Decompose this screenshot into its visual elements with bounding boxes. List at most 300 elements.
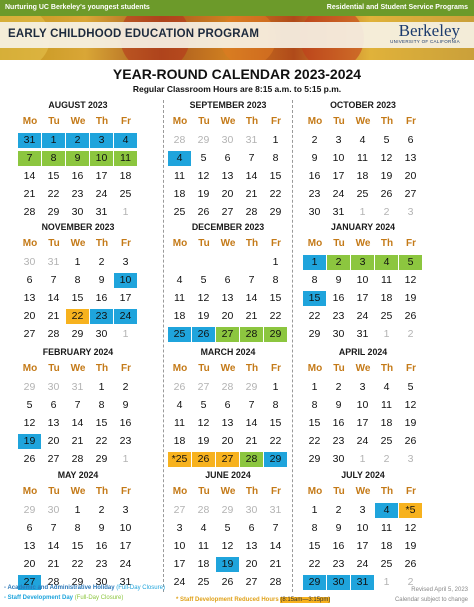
calendar-day: 20 [23,558,36,570]
month-name: MARCH 2024 [200,347,256,357]
calendar-day: 15 [47,170,60,182]
calendar-title: YEAR-ROUND CALENDAR 2023-2024 [112,66,362,82]
calendar-day: 20 [245,558,258,570]
calendar-day: 27 [245,576,258,588]
calendar-day: 14 [47,292,60,304]
weekday-header: Fr [121,116,131,127]
weekday-header: Fr [271,116,281,127]
weekday-header: Tu [48,238,60,249]
calendar-day: 9 [335,522,342,534]
calendar-day: 18 [173,310,186,322]
weekday-header: Fr [406,116,416,127]
calendar-day: 8 [311,399,318,411]
weekday-header: Fr [406,238,416,249]
weekday-header: Mo [172,238,188,249]
weekday-header: Tu [48,363,60,374]
calendar-day: 2 [407,576,414,588]
weekday-header: We [220,116,236,127]
weekday-header: Tu [48,116,60,127]
calendar-day: 28 [221,381,234,393]
calendar-day: 30 [47,504,60,516]
calendar-day: 13 [23,292,36,304]
calendar-day: 10 [332,152,345,164]
calendar-day: 25 [173,206,186,218]
calendar-day: 3 [359,504,366,516]
calendar-day: 29 [308,453,321,465]
calendar-day: 1 [42,133,65,148]
weekday-header: Fr [271,238,281,249]
calendar-day: 29 [264,327,287,342]
calendar-day: 17 [332,170,345,182]
calendar-day: 18 [380,417,393,429]
calendar-day: 11 [381,522,392,534]
weekday-header: Tu [333,116,345,127]
month-calendar [18,222,160,346]
legend-academic-note: (Full-Day Closure) [116,585,165,591]
weekday-header: We [355,486,371,497]
calendar-day: 16 [95,292,108,304]
calendar-day: 7 [50,522,57,534]
calendar-day: 30 [332,453,345,465]
calendar-day: 5 [26,399,33,411]
calendar-day: 6 [26,274,33,286]
calendar-day: 5 [407,381,414,393]
calendar-day: 23 [332,558,345,570]
weekday-header: We [70,363,86,374]
month-calendar [303,470,445,594]
calendar-day: 19 [197,435,210,447]
logo-name: Berkeley [398,21,460,40]
month-name: AUGUST 2023 [48,100,108,110]
calendar-day: 16 [332,292,345,304]
calendar-day: 28 [269,576,282,588]
calendar-day [168,255,191,270]
calendar-day: 27 [47,453,60,465]
legend-staff-text: - Staff Development Day [4,595,74,601]
calendar-day: 30 [327,575,350,590]
calendar-day: 9 [98,522,105,534]
calendar-day: 16 [71,170,84,182]
calendar-day: 29 [221,504,234,516]
calendar-day: 1 [383,328,390,340]
weekday-header: Tu [48,486,60,497]
calendar-day: 29 [197,134,210,146]
month-name: SEPTEMBER 2023 [189,100,267,110]
calendar-day: 1 [272,256,279,268]
calendar-day: 30 [95,576,108,588]
calendar-day: 8 [98,399,105,411]
calendar-day: 1 [272,134,279,146]
calendar-day: 1 [311,504,318,516]
calendar-day: 16 [332,540,345,552]
calendar-day: 2 [66,133,89,148]
calendar-day: *25 [168,452,191,467]
calendar-day: 20 [221,435,234,447]
calendar-day: 16 [308,170,321,182]
calendar-day: 29 [23,504,36,516]
weekday-header: Fr [271,363,281,374]
calendar-day: 8 [74,522,81,534]
calendar-day: 18 [173,435,186,447]
legend-staff-note: (Full-Day Closure) [74,595,124,601]
weekday-header: Fr [121,486,131,497]
month-name: OCTOBER 2023 [330,100,396,110]
weekday-header: We [70,116,86,127]
weekday-header: Th [245,116,259,127]
calendar-day: 11 [114,151,137,166]
calendar-day: 28 [240,452,263,467]
calendar-day: 19 [197,310,210,322]
calendar-day: 2 [98,504,105,516]
calendar-day: 30 [332,328,345,340]
calendar-day: 13 [404,152,417,164]
weekday-header: Mo [22,116,38,127]
weekday-header: We [220,363,236,374]
calendar-day: 1 [311,381,318,393]
calendar-day: 21 [47,310,60,322]
calendar-day: 4 [383,381,390,393]
calendar-day: 3 [407,206,414,218]
calendar-day: 26 [192,452,215,467]
weekday-header: Mo [22,486,38,497]
calendar-day: 25 [380,435,393,447]
calendar-day: 2 [407,328,414,340]
calendar-day: 24 [332,188,345,200]
calendar-day: 13 [245,540,258,552]
calendar-day: 25 [380,558,393,570]
calendar-day: 10 [114,273,137,288]
calendar-day: 26 [23,453,36,465]
banner [0,16,474,60]
calendar-day: 18 [197,558,210,570]
month-name: FEBRUARY 2024 [42,347,114,357]
weekday-header: Tu [333,238,345,249]
calendar-day: 22 [308,435,321,447]
calendar-day: 30 [308,206,321,218]
calendar-day: 31 [245,134,258,146]
calendar-day: 31 [269,504,282,516]
weekday-header: Th [245,486,259,497]
weekday-header: Tu [333,486,345,497]
calendar-day: 9 [122,399,129,411]
calendar-day: 21 [245,188,258,200]
month-name: DECEMBER 2023 [191,222,265,232]
calendar-day: 18 [380,540,393,552]
weekday-header: Mo [307,486,323,497]
calendar-day: 29 [71,576,84,588]
month-name: JANUARY 2024 [330,222,396,232]
calendar-day: 23 [90,309,113,324]
calendar-day: 25 [356,188,369,200]
calendar-day: 9 [98,274,105,286]
legend-academic-text: - Academic and Administrative Holiday [4,585,115,591]
weekday-header: Mo [172,363,188,374]
program-name: EARLY CHILDHOOD EDUCATION PROGRAM [8,28,260,40]
calendar-day: 27 [23,328,36,340]
month-name: JUNE 2024 [205,470,251,480]
month-calendar [168,470,310,594]
calendar-day: 8 [42,151,65,166]
calendar-day: 1 [74,256,81,268]
calendar-day: 22 [269,310,282,322]
legend-staff-day [4,595,123,601]
weekday-header: Th [95,116,109,127]
calendar-day: 19 [404,292,417,304]
calendar-day: 24 [356,435,369,447]
calendar-day: 10 [356,522,369,534]
weekday-header: Fr [271,486,281,497]
calendar-day: 3 [176,522,183,534]
calendar-day: 20 [221,310,234,322]
calendar-day: 17 [356,417,369,429]
calendar-day: 5 [224,522,231,534]
month-calendar [18,347,160,471]
calendar-day: 26 [404,435,417,447]
department-name: Residential and Student Service Programs [326,4,468,11]
calendar-day: 14 [71,417,84,429]
calendar-day: 4 [200,522,207,534]
calendar-day: 12 [23,417,36,429]
calendar-day: 31 [47,256,60,268]
calendar-day: 3 [335,134,342,146]
calendar-day: 1 [303,255,326,270]
calendar-day: 14 [47,540,60,552]
top-bar [0,0,474,16]
calendar-day: 28 [47,576,60,588]
calendar-day: 19 [404,540,417,552]
weekday-header: Th [380,116,394,127]
calendar-day: 10 [119,522,132,534]
calendar-day: 22 [66,309,89,324]
calendar-day: 28 [197,504,210,516]
calendar-day: 8 [74,274,81,286]
calendar-day: 12 [197,170,210,182]
calendar-day: 6 [50,399,57,411]
calendar-day: 9 [335,274,342,286]
calendar-day: 31 [351,575,374,590]
calendar-day: 10 [173,540,186,552]
weekday-header: Th [95,363,109,374]
calendar-day: 15 [308,417,321,429]
calendar-day: 5 [200,399,207,411]
weekday-header: Mo [307,363,323,374]
calendar-day: 18 [119,170,132,182]
month-name: APRIL 2024 [338,347,388,357]
weekday-header: Mo [307,116,323,127]
calendar-day: 20 [221,188,234,200]
calendar-day: 19 [380,170,393,182]
calendar-day: 22 [95,435,108,447]
calendar-day: 20 [47,435,60,447]
calendar-day: 29 [269,206,282,218]
calendar-day: 14 [23,170,36,182]
calendar-day: 29 [308,328,321,340]
calendar-day: 22 [308,558,321,570]
legend-reduced-hours [176,597,330,603]
calendar-day: 6 [224,274,231,286]
calendar-day: 8 [272,152,279,164]
calendar-day: 25 [380,310,393,322]
calendar-day: 21 [245,435,258,447]
calendar-day: 11 [174,170,185,182]
calendar-day: 19 [18,434,41,449]
calendar-day: 15 [95,417,108,429]
calendar-day: 28 [23,206,36,218]
calendar-day: 29 [23,381,36,393]
calendar-day: 1 [122,328,129,340]
calendar-day: 20 [23,310,36,322]
calendar-day: 2 [383,206,390,218]
calendar-day: 7 [18,151,41,166]
weekday-header: We [355,363,371,374]
calendar-day: 21 [47,558,60,570]
month-name: NOVEMBER 2023 [41,222,115,232]
calendar-day: 2 [383,453,390,465]
calendar-day: 30 [95,328,108,340]
calendar-day: 1 [122,206,129,218]
calendar-day: 6 [224,152,231,164]
calendar-day: 4 [114,133,137,148]
calendar-day: 16 [95,540,108,552]
calendar-day: 26 [221,576,234,588]
calendar-day [216,255,239,270]
calendar-day: 5 [200,274,207,286]
weekday-header: Tu [198,486,210,497]
calendar-day: 4 [176,399,183,411]
calendar-day: 23 [95,558,108,570]
weekday-header: Th [95,238,109,249]
calendar-day: 31 [71,381,84,393]
calendar-day: 6 [248,522,255,534]
weekday-header: Mo [307,238,323,249]
calendar-day: 1 [98,381,105,393]
calendar-day: 14 [269,540,282,552]
calendar-day: 1 [122,453,129,465]
calendar-day: 6 [26,522,33,534]
month-name: MAY 2024 [57,470,99,480]
calendar-day: 24 [114,309,137,324]
calendar-day: 3 [351,255,374,270]
calendar-day: 22 [47,188,60,200]
calendar-day: 21 [23,188,36,200]
calendar-day: 31 [119,576,132,588]
calendar-day: 28 [240,327,263,342]
weekday-header: Th [245,238,259,249]
calendar-day: 24 [95,188,108,200]
berkeley-logo [348,23,466,47]
weekday-header: We [220,238,236,249]
calendar-day: 5 [200,152,207,164]
weekday-header: Fr [121,238,131,249]
calendar-day: 12 [197,292,210,304]
calendar-day: 27 [197,381,210,393]
calendar-day: 7 [248,152,255,164]
calendar-day: 24 [119,558,132,570]
calendar-day: 11 [357,152,368,164]
calendar-day: 31 [356,328,369,340]
calendar-day: 30 [71,206,84,218]
calendar-day [240,255,263,270]
calendar-day: 12 [197,417,210,429]
calendar-day: 7 [248,274,255,286]
calendar-day: 18 [356,170,369,182]
calendar-day: 29 [47,206,60,218]
calendar-day: 8 [272,399,279,411]
calendar-day: 30 [245,504,258,516]
calendar-day: 27 [173,504,186,516]
calendar-day: 7 [248,399,255,411]
calendar-day: 22 [269,188,282,200]
calendar-day: 27 [216,452,239,467]
calendar-day: 17 [119,292,132,304]
calendar-day: 22 [308,310,321,322]
weekday-header: Fr [121,363,131,374]
calendar-day: 10 [356,399,369,411]
calendar-day: 29 [264,452,287,467]
calendar-day: 17 [119,540,132,552]
month-calendar [168,347,310,471]
calendar-day: 17 [356,540,369,552]
calendar-day: 23 [308,188,321,200]
calendar-day: 25 [197,576,210,588]
calendar-day: 28 [173,134,186,146]
calendar-day: 21 [245,310,258,322]
calendar-day: 13 [47,417,60,429]
calendar-day: 11 [381,274,392,286]
month-calendar [168,100,310,224]
calendar-day: 15 [303,291,326,306]
calendar-day: 13 [221,170,234,182]
calendar-day: 26 [404,310,417,322]
month-calendar [303,347,445,471]
calendar-day: 1 [74,504,81,516]
weekday-header: Th [95,486,109,497]
logo-subtitle: UNIVERSITY OF CALIFORNIA [390,39,460,44]
calendar-day: 5 [399,255,422,270]
calendar-day: 7 [272,522,279,534]
calendar-day: 19 [404,417,417,429]
calendar-day: 29 [245,381,258,393]
weekday-header: Mo [22,238,38,249]
weekday-header: We [355,238,371,249]
calendar-day: 3 [122,504,129,516]
weekday-header: Th [380,363,394,374]
calendar-day: 1 [272,381,279,393]
calendar-day: 15 [269,292,282,304]
calendar-day: 4 [176,274,183,286]
calendar-day: 6 [224,399,231,411]
calendar-day: 27 [18,575,41,590]
weekday-header: Th [245,363,259,374]
calendar-day: 8 [311,522,318,534]
calendar-day: 12 [380,152,393,164]
weekday-header: Fr [406,363,416,374]
weekday-header: Fr [406,486,416,497]
calendar-day: 3 [359,381,366,393]
calendar-day: 7 [50,274,57,286]
calendar-day: 17 [356,292,369,304]
calendar-day: 15 [269,417,282,429]
calendar-day: 10 [90,151,113,166]
calendar-day: 12 [404,274,417,286]
calendar-day: 12 [404,522,417,534]
calendar-day: 18 [173,188,186,200]
calendar-day: 27 [221,206,234,218]
classroom-hours: Regular Classroom Hours are 8:15 a.m. to 5:15 p.m. [132,84,342,94]
weekday-header: Tu [333,363,345,374]
calendar-day: 23 [119,435,132,447]
calendar-day: 27 [404,188,417,200]
